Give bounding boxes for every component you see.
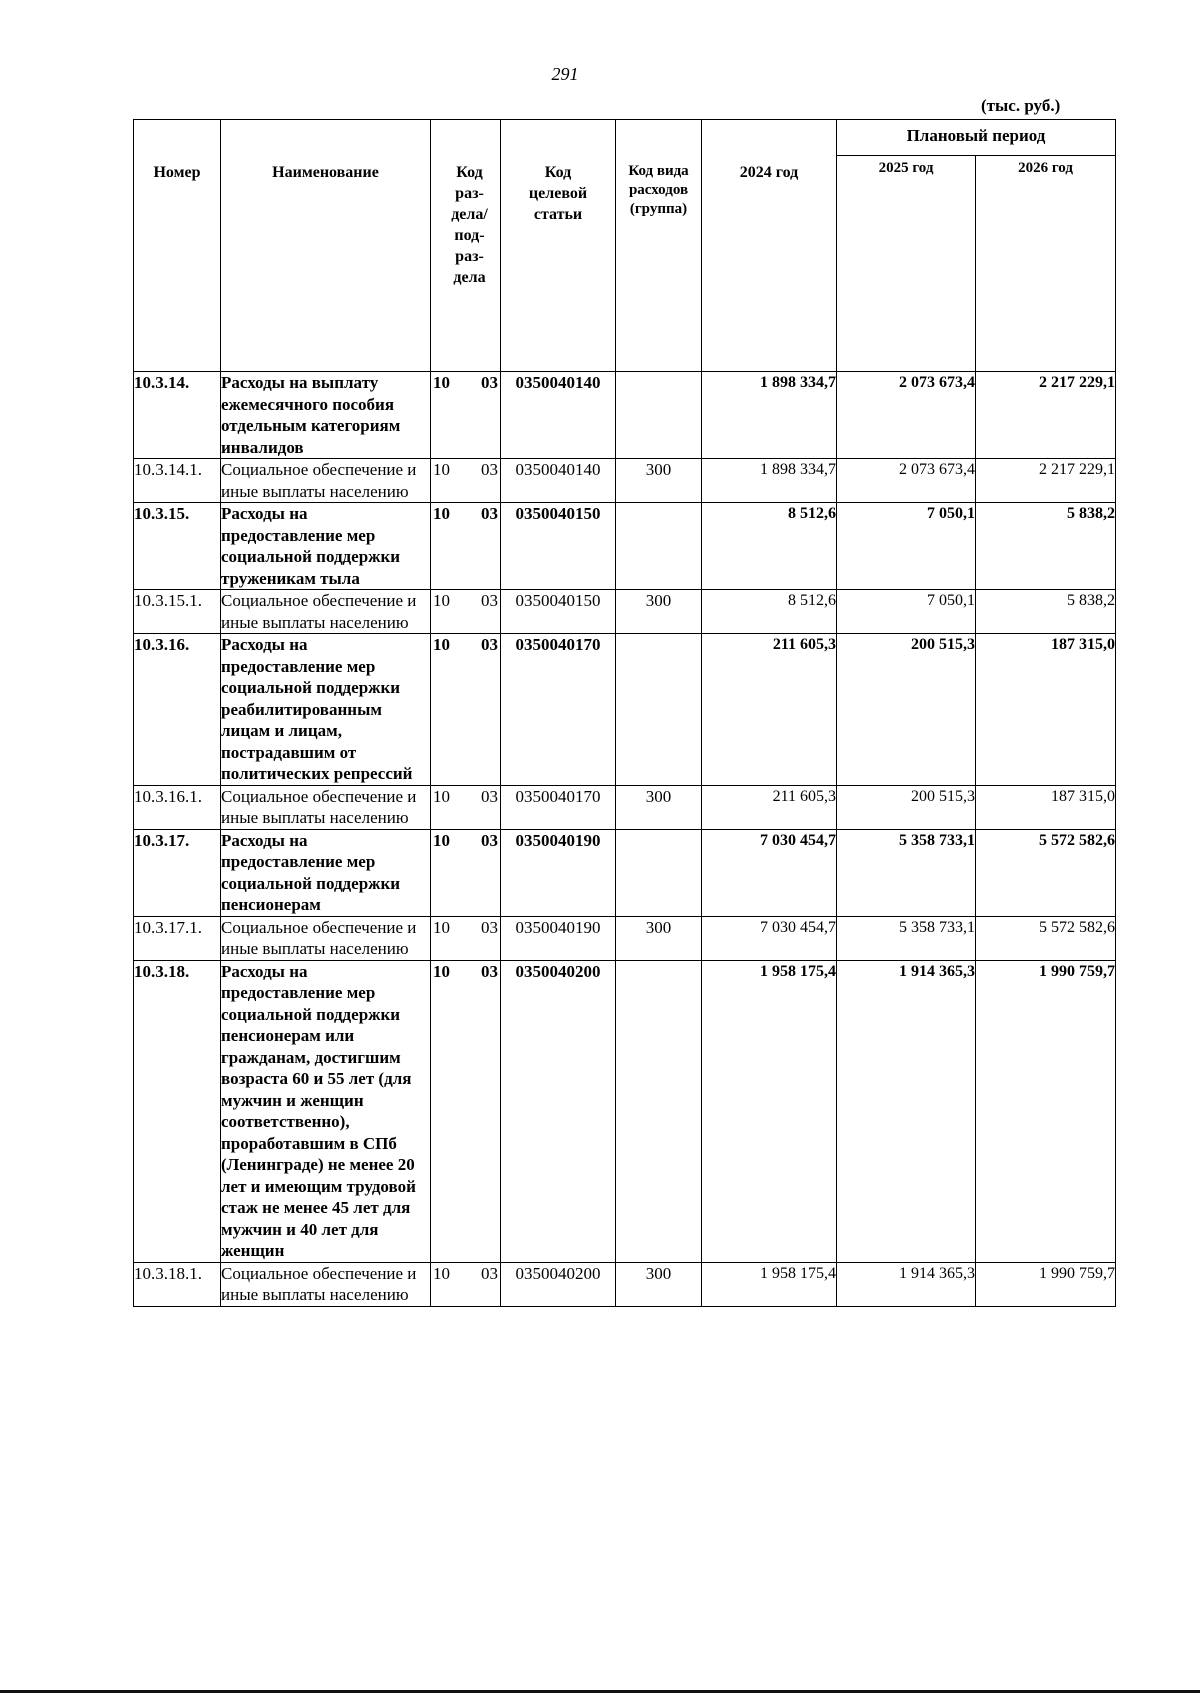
- row-subsection: 03: [481, 786, 498, 806]
- row-section-code: [431, 960, 501, 1262]
- row-expense-type: [616, 960, 702, 1262]
- row-value-2025: 7 050,1: [837, 503, 976, 590]
- row-target-code: 0350040190: [501, 916, 616, 960]
- row-value-2025: 5 358 733,1: [837, 916, 976, 960]
- row-section: 10: [433, 504, 450, 523]
- header-expense-type-code: Код вида расходов (группа): [616, 120, 702, 372]
- row-name: Расходы на выплату ежемесячного пособия отдельным категориям инвалидов: [221, 372, 431, 459]
- row-section: 10: [433, 917, 450, 937]
- row-section-code: [431, 634, 501, 786]
- row-section-code: [431, 916, 501, 960]
- row-expense-type: 300: [616, 459, 702, 503]
- row-expense-type: 300: [616, 590, 702, 634]
- row-value-2026: 5 572 582,6: [976, 829, 1116, 916]
- row-value-2025: 1 914 365,3: [837, 960, 976, 1262]
- row-section-code: [431, 503, 501, 590]
- row-subsection: 03: [481, 460, 498, 479]
- row-value-2025: 2 073 673,4: [837, 372, 976, 459]
- row-section: 10: [433, 830, 450, 850]
- row-value-2026: 1 990 759,7: [976, 960, 1116, 1262]
- row-name: Социальное обеспечение и иные выплаты населению: [221, 785, 431, 829]
- row-section: 10: [433, 961, 450, 981]
- row-number: 10.3.14.1.: [134, 459, 221, 503]
- row-target-code: 0350040170: [501, 785, 616, 829]
- header-name: Наименование: [221, 120, 431, 372]
- row-section-code: [431, 590, 501, 634]
- row-name: Расходы на предоставление мер социальной поддержки труженикам тыла: [221, 503, 431, 590]
- row-section: 10: [433, 786, 450, 806]
- row-target-code: 0350040200: [501, 960, 616, 1262]
- row-number: 10.3.17.: [134, 829, 221, 916]
- row-subsection: 03: [481, 830, 498, 850]
- row-section-code: [431, 1262, 501, 1306]
- row-section-code: [431, 372, 501, 459]
- row-subsection: 03: [481, 961, 498, 981]
- row-name: Социальное обеспечение и иные выплаты населению: [221, 590, 431, 634]
- row-section-code: [431, 829, 501, 916]
- page-number: 291: [551, 64, 579, 84]
- row-target-code: 0350040190: [501, 829, 616, 916]
- units-label: (тыс. руб.): [981, 96, 1061, 115]
- row-value-2024: 211 605,3: [702, 634, 837, 786]
- row-value-2024: 1 898 334,7: [702, 372, 837, 459]
- row-number: 10.3.18.1.: [134, 1262, 221, 1306]
- row-value-2024: 8 512,6: [702, 503, 837, 590]
- row-section-code: [431, 785, 501, 829]
- row-expense-type: 300: [616, 785, 702, 829]
- row-name: Социальное обеспечение и иные выплаты населению: [221, 1262, 431, 1306]
- row-expense-type: [616, 829, 702, 916]
- row-section: 10: [433, 373, 450, 392]
- row-section: 10: [433, 635, 450, 654]
- row-value-2024: 211 605,3: [702, 785, 837, 829]
- row-value-2025: 5 358 733,1: [837, 829, 976, 916]
- row-section: 10: [433, 460, 450, 479]
- row-expense-type: [616, 372, 702, 459]
- row-value-2026: 5 572 582,6: [976, 916, 1116, 960]
- row-expense-type: 300: [616, 1262, 702, 1306]
- row-value-2026: 2 217 229,1: [976, 372, 1116, 459]
- row-value-2025: 200 515,3: [837, 634, 976, 786]
- header-planning-period: Плановый период: [837, 120, 1116, 156]
- row-value-2025: 200 515,3: [837, 785, 976, 829]
- table-row: [134, 372, 1116, 459]
- row-number: 10.3.15.: [134, 503, 221, 590]
- row-subsection: 03: [481, 1263, 498, 1283]
- row-target-code: 0350040150: [501, 503, 616, 590]
- row-value-2026: 5 838,2: [976, 503, 1116, 590]
- table-row: [134, 916, 1116, 960]
- row-value-2025: 1 914 365,3: [837, 1262, 976, 1306]
- row-name: Расходы на предоставление мер социальной поддержки пенсионерам: [221, 829, 431, 916]
- row-expense-type: 300: [616, 916, 702, 960]
- row-target-code: 0350040200: [501, 1262, 616, 1306]
- header-year-2024: 2024 год: [702, 120, 837, 372]
- row-value-2024: 8 512,6: [702, 590, 837, 634]
- row-number: 10.3.14.: [134, 372, 221, 459]
- row-value-2024: 1 958 175,4: [702, 960, 837, 1262]
- table-row: [134, 634, 1116, 786]
- row-name: Социальное обеспечение и иные выплаты населению: [221, 459, 431, 503]
- table-row: [134, 1262, 1116, 1306]
- header-year-2026: 2026 год: [976, 156, 1116, 372]
- table-row: [134, 960, 1116, 1262]
- table-row: [134, 503, 1116, 590]
- row-value-2024: 1 898 334,7: [702, 459, 837, 503]
- row-name: Расходы на предоставление мер социальной поддержки пенсионерам или гражданам, достигшим возраста 60 и 55 лет (для мужчин и женщин соответственно), проработавшим в СПб (Ленинграде) не менее 20 лет и имеющим трудовой стаж не менее 45 лет для мужчин и 40 лет для женщин: [221, 960, 431, 1262]
- row-expense-type: [616, 634, 702, 786]
- table-row: [134, 590, 1116, 634]
- header-target-code: Код целевой статьи: [501, 120, 616, 372]
- row-section: 10: [433, 1263, 450, 1283]
- row-section: 10: [433, 591, 450, 610]
- row-target-code: 0350040140: [501, 372, 616, 459]
- row-target-code: 0350040150: [501, 590, 616, 634]
- row-target-code: 0350040170: [501, 634, 616, 786]
- row-value-2026: 5 838,2: [976, 590, 1116, 634]
- table-body: [134, 372, 1116, 1307]
- row-subsection: 03: [481, 917, 498, 937]
- row-value-2024: 7 030 454,7: [702, 916, 837, 960]
- row-number: 10.3.16.: [134, 634, 221, 786]
- row-number: 10.3.16.1.: [134, 785, 221, 829]
- row-name: Социальное обеспечение и иные выплаты населению: [221, 916, 431, 960]
- row-subsection: 03: [481, 504, 498, 523]
- row-subsection: 03: [481, 635, 498, 654]
- row-value-2026: 1 990 759,7: [976, 1262, 1116, 1306]
- budget-table: [133, 119, 1116, 1307]
- row-subsection: 03: [481, 591, 498, 610]
- row-number: 10.3.17.1.: [134, 916, 221, 960]
- table-row: [134, 785, 1116, 829]
- header-year-2025: 2025 год: [837, 156, 976, 372]
- row-value-2024: 7 030 454,7: [702, 829, 837, 916]
- row-value-2025: 2 073 673,4: [837, 459, 976, 503]
- row-name: Расходы на предоставление мер социальной поддержки реабилитированным лицам и лицам, пострадавшим от политических репрессий: [221, 634, 431, 786]
- row-subsection: 03: [481, 373, 498, 392]
- row-value-2026: 2 217 229,1: [976, 459, 1116, 503]
- row-section-code: [431, 459, 501, 503]
- row-target-code: 0350040140: [501, 459, 616, 503]
- row-value-2024: 1 958 175,4: [702, 1262, 837, 1306]
- table-row: [134, 829, 1116, 916]
- table-header: [134, 120, 1116, 372]
- row-number: 10.3.15.1.: [134, 590, 221, 634]
- row-expense-type: [616, 503, 702, 590]
- row-value-2026: 187 315,0: [976, 785, 1116, 829]
- row-value-2025: 7 050,1: [837, 590, 976, 634]
- table-row: [134, 459, 1116, 503]
- header-section-code: Код раз- дела/ под- раз- дела: [431, 120, 501, 372]
- header-number: Номер: [134, 120, 221, 372]
- row-number: 10.3.18.: [134, 960, 221, 1262]
- row-value-2026: 187 315,0: [976, 634, 1116, 786]
